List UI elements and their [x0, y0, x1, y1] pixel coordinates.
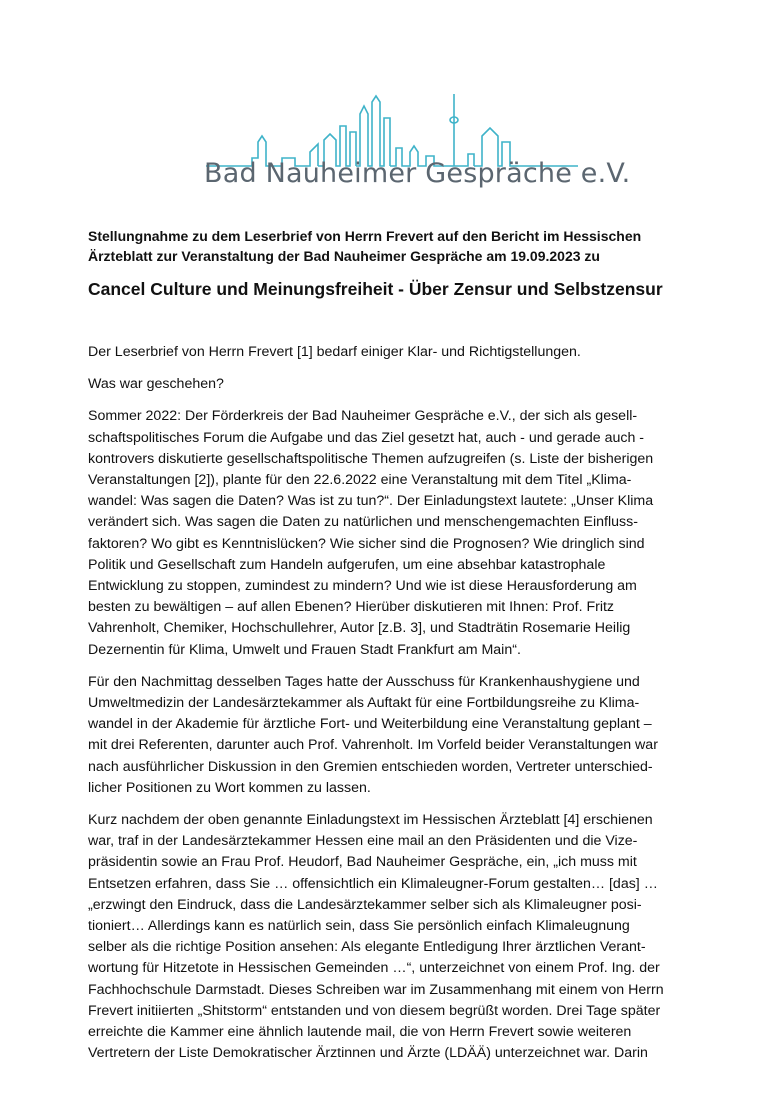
text-line: nach ausführlicher Diskussion in den Gremien entschieden worden, Vertreter unterschied- [88, 758, 653, 775]
paragraph [88, 810, 696, 1064]
statement-heading [88, 226, 698, 266]
statement-heading-line: Stellungnahme zu dem Leserbrief von Herrn Frevert auf den Bericht im Hessischen [88, 228, 642, 244]
text-line: Sommer 2022: Der Förderkreis der Bad Nauheimer Gespräche e.V., der sich als gesell- [88, 408, 638, 425]
text-line: Umweltmedizin der Landesärztekammer als Auftakt für eine Fortbildungsreihe zu Klima- [88, 695, 640, 712]
text-line: Für den Nachmittag desselben Tages hatte der Ausschuss für Krankenhaushygiene und [88, 673, 640, 690]
text-line: tioniert… Allerdings kann es natürlich sein, dass Sie persönlich einfach Klimaleugnung [88, 918, 630, 935]
text-line: Veranstaltungen [2]), plante für den 22.6.2022 eine Veranstaltung mit dem Titel „Klima- [88, 472, 632, 489]
text-line: verändert sich. Was sagen die Daten zu natürlichen und menschengemachten Einfluss- [88, 514, 638, 531]
text-line: Was war geschehen? [88, 376, 224, 393]
text-line: wortung für Hitzetote in Hessischen Gemeinden …“, unterzeichnet von einem Prof. Ing. der [88, 960, 660, 977]
organization-logo [200, 92, 631, 200]
text-line: war, traf in der Landesärztekammer Hessen eine mail an den Präsidenten und die Vize- [88, 833, 638, 850]
text-line: faktoren? Wo gibt es Kenntnislücken? Wie sicher sind die Prognosen? Wie dringlich sind [88, 535, 645, 552]
paragraph [88, 342, 696, 363]
text-line: wandel: Was sagen die Daten? Was ist zu tun?“. Der Einladungstext lautete: „Unser Klima [88, 493, 654, 510]
paragraph [88, 406, 696, 660]
text-line: Vahrenholt, Chemiker, Hochschullehrer, Autor [z.B. 3], und Stadträtin Rosemarie Heilig [88, 620, 631, 637]
paragraph [88, 374, 696, 395]
text-line: Entsetzen erfahren, dass Sie … offensichtlich ein Klimaleugner-Forum gestalten… [das] … [88, 875, 658, 892]
text-line: Kurz nachdem der oben genannte Einladungstext im Hessischen Ärzteblatt [4] erschienen [88, 812, 653, 829]
event-title: Cancel Culture und Meinungsfreiheit - Über Zensur und Selbstzensur [88, 279, 663, 299]
text-line: kontrovers diskutierte gesellschaftspolitische Themen aufzugreifen (s. Liste der bisherigen [88, 450, 654, 467]
text-line: selber als die richtige Position ansehen: Als elegante Entledigung Ihrer ärztlichen Verant- [88, 939, 646, 956]
text-line: Fachhochschule Darmstadt. Dieses Schreiben war im Zusammenhang mit einem von Herrn [88, 981, 664, 998]
text-line: Dezernentin für Klima, Umwelt und Frauen Stadt Frankfurt am Main“. [88, 641, 521, 658]
text-line: präsidentin sowie an Frau Prof. Heudorf, Bad Nauheimer Gespräche, ein, „ich muss mit [88, 854, 637, 871]
paragraph [88, 672, 696, 799]
text-line: Entwicklung zu stoppen, zumindest zu mindern? Und wie ist diese Herausforderung am [88, 578, 637, 595]
text-line: mit drei Referenten, darunter auch Prof. Vahrenholt. Im Vorfeld beider Veranstaltungen war [88, 737, 658, 754]
text-line: Vertretern der Liste Demokratischer Ärztinnen und Ärzte (LDÄÄ) unterzeichnet war. Darin [88, 1045, 648, 1062]
text-line: Der Leserbrief von Herrn Frevert [1] bedarf einiger Klar- und Richtigstellungen. [88, 344, 581, 360]
text-line: „erzwingt den Eindruck, dass die Landesärztekammer selber sich als Klimaleugner posi- [88, 896, 642, 913]
text-line: besten zu bewältigen – auf allen Ebenen? Hierüber diskutieren mit Ihnen: Prof. Fritz [88, 599, 615, 616]
statement-heading-line: Ärzteblatt zur Veranstaltung der Bad Nauheimer Gespräche am 19.09.2023 zu [88, 248, 600, 264]
text-line: Politik und Gesellschaft zum Handeln aufgerufen, um eine absehbar katastrophale [88, 556, 606, 573]
text-line: licher Positionen zu Wort kommen zu lassen. [88, 779, 371, 796]
text-line: schaftspolitisches Forum die Aufgabe und das Ziel gesetzt hat, auch - und gerade auch - [88, 429, 645, 446]
text-line: erreichte die Kammer eine ähnlich lautende mail, die von Herrn Frevert sowie weiteren [88, 1024, 632, 1041]
text-line: Frevert initiierten „Shitstorm“ entstanden und von diesem begrüßt worden. Drei Tage später [88, 1002, 661, 1019]
organization-name: Bad Nauheimer Gespräche e.V. [204, 158, 631, 189]
text-line: wandel in der Akademie für ärztliche Fort- und Weiterbildung eine Veranstaltung geplant – [88, 716, 652, 733]
letter-body [88, 342, 696, 1076]
